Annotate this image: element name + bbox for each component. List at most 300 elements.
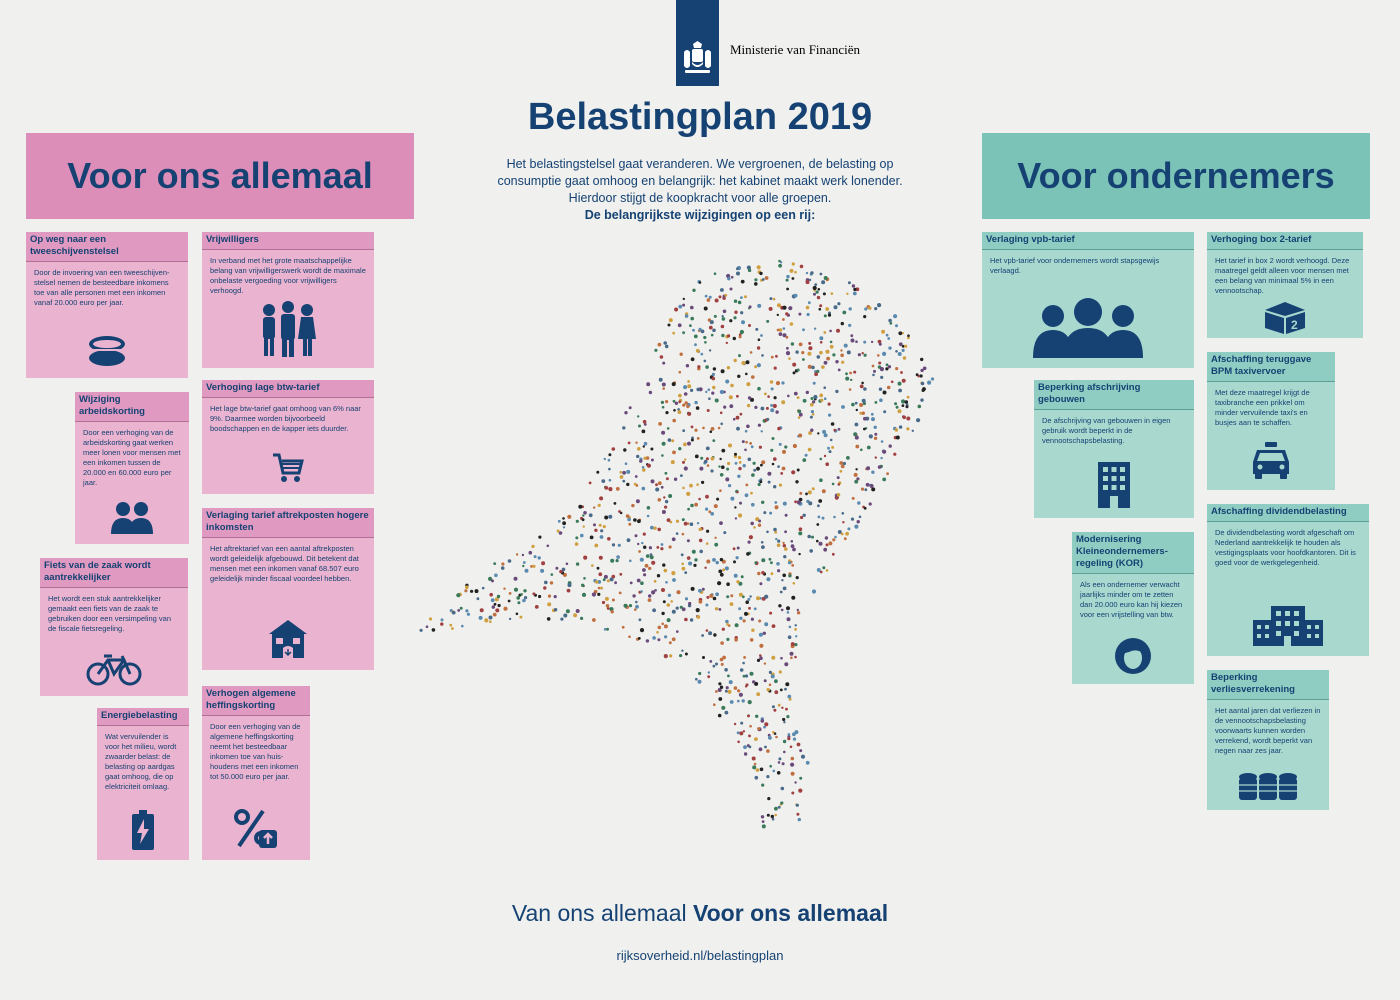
crowd-figure	[749, 305, 752, 308]
crowd-figure	[761, 571, 764, 574]
crowd-figure	[725, 620, 729, 624]
crowd-figure	[779, 443, 782, 446]
crowd-figure	[789, 626, 792, 629]
crowd-figure	[642, 468, 646, 472]
crowd-figure	[828, 414, 831, 417]
crowd-figure	[726, 686, 729, 689]
crowd-figure	[516, 613, 519, 616]
crowd-figure	[646, 382, 650, 386]
crowd-figure	[664, 654, 668, 658]
crowd-figure	[792, 732, 796, 736]
crowd-figure	[726, 468, 729, 471]
crowd-figure	[618, 544, 621, 547]
crowd-figure	[894, 402, 897, 405]
crowd-figure	[658, 343, 662, 347]
crowd-figure	[604, 486, 608, 490]
crowd-figure	[808, 448, 812, 452]
group-people-icon	[257, 300, 319, 358]
crowd-figure	[718, 427, 721, 430]
crowd-figure	[759, 644, 763, 648]
crowd-figure	[719, 489, 722, 492]
crowd-figure	[761, 545, 765, 549]
crowd-figure	[604, 516, 608, 520]
crowd-figure	[834, 305, 838, 309]
crowd-figure	[590, 536, 594, 540]
crowd-figure	[736, 267, 739, 270]
crowd-figure	[631, 504, 634, 507]
crowd-figure	[603, 525, 606, 528]
crowd-figure	[878, 362, 881, 365]
crowd-figure	[870, 484, 874, 488]
crowd-figure	[853, 292, 857, 296]
crowd-figure	[808, 342, 811, 345]
crowd-figure	[860, 449, 863, 452]
crowd-figure	[759, 656, 763, 660]
crowd-figure	[902, 416, 906, 420]
crowd-figure	[460, 607, 463, 610]
crowd-figure	[740, 722, 743, 725]
crowd-figure	[871, 341, 873, 343]
crowd-figure	[708, 671, 710, 673]
crowd-figure	[906, 405, 909, 408]
crowd-figure	[899, 342, 903, 346]
crowd-figure	[625, 462, 628, 465]
crowd-figure	[604, 458, 606, 460]
crowd-figure	[791, 540, 794, 543]
crowd-figure	[898, 331, 902, 335]
crowd-figure	[706, 542, 709, 545]
crowd-figure	[687, 412, 691, 416]
crowd-figure	[797, 743, 801, 747]
crowd-figure	[648, 567, 651, 570]
crowd-figure	[807, 352, 811, 356]
card-title: Energiebelasting	[97, 708, 189, 726]
crowd-figure	[748, 541, 751, 544]
crowd-figure	[638, 550, 641, 553]
crowd-figure	[737, 689, 740, 692]
crowd-figure	[797, 469, 800, 472]
crowd-figure	[580, 534, 584, 538]
crowd-figure	[684, 571, 687, 574]
crowd-figure	[720, 658, 724, 662]
crowd-figure	[647, 506, 651, 510]
crowd-figure	[783, 740, 786, 743]
crowd-figure	[750, 351, 753, 354]
crowd-figure	[672, 451, 676, 455]
crowd-figure	[786, 606, 790, 610]
crowd-figure	[674, 308, 678, 312]
crowd-figure	[627, 518, 631, 522]
crowd-figure	[790, 652, 794, 656]
crowd-figure	[667, 518, 671, 522]
crowd-figure	[842, 512, 845, 515]
government-logo	[676, 0, 719, 86]
crowd-figure	[817, 504, 820, 507]
crowd-figure	[529, 551, 533, 555]
crowd-figure	[702, 427, 705, 430]
crowd-figure	[916, 373, 919, 376]
crowd-figure	[501, 566, 505, 570]
crowd-figure	[874, 437, 877, 440]
crowd-figure	[761, 719, 765, 723]
crowd-figure	[794, 628, 797, 631]
crowd-figure	[898, 352, 902, 356]
crowd-figure	[741, 575, 744, 578]
crowd-figure	[596, 471, 599, 474]
crowd-figure	[465, 609, 468, 612]
crowd-figure	[754, 763, 757, 766]
crowd-figure	[608, 459, 611, 462]
crowd-figure	[780, 801, 783, 804]
crowd-figure	[812, 400, 815, 403]
crowd-figure	[743, 730, 745, 732]
crowd-figure	[687, 442, 691, 446]
crowd-figure	[720, 641, 724, 645]
crowd-figure	[883, 391, 887, 395]
crowd-figure	[756, 596, 760, 600]
crowd-figure	[489, 593, 493, 597]
crowd-figure	[449, 624, 452, 627]
crowd-figure	[646, 639, 649, 642]
crowd-figure	[727, 462, 730, 465]
crowd-figure	[719, 608, 722, 611]
crowd-figure	[622, 471, 626, 475]
battery-icon	[131, 810, 155, 850]
crowd-figure	[566, 563, 569, 566]
crowd-figure	[869, 502, 872, 505]
crowd-figure	[600, 587, 603, 590]
crowd-figure	[828, 541, 832, 545]
crowd-figure	[560, 618, 563, 621]
crowd-figure	[866, 466, 870, 470]
crowd-figure	[783, 327, 786, 330]
crowd-figure	[785, 312, 788, 315]
crowd-figure	[764, 622, 768, 626]
crowd-figure	[795, 624, 797, 626]
crowd-figure	[772, 818, 775, 821]
crowd-figure	[790, 322, 794, 326]
crest-icon	[682, 40, 713, 76]
crowd-figure	[632, 594, 635, 597]
crowd-figure	[743, 619, 746, 622]
crowd-figure	[843, 462, 846, 465]
crowd-figure	[759, 654, 762, 657]
crowd-figure	[786, 715, 789, 718]
crowd-figure	[727, 366, 730, 369]
crowd-figure	[769, 684, 772, 687]
crowd-figure	[578, 505, 582, 509]
crowd-figure	[573, 613, 577, 617]
crowd-figure	[738, 301, 742, 305]
crowd-figure	[761, 784, 764, 787]
crowd-figure	[767, 814, 770, 817]
crowd-figure	[758, 483, 761, 486]
card-title: Verlaging tarief aftrekposten hogere inkomsten	[202, 508, 374, 538]
crowd-figure	[702, 588, 705, 591]
crowd-figure	[491, 598, 495, 602]
crowd-figure	[748, 324, 751, 327]
crowd-figure	[700, 457, 703, 460]
crowd-figure	[817, 432, 819, 434]
crowd-figure	[720, 412, 723, 415]
crowd-figure	[733, 418, 736, 421]
crowd-figure	[567, 515, 571, 519]
crowd-figure	[777, 427, 781, 431]
crowd-figure	[713, 633, 716, 636]
crowd-figure	[509, 618, 511, 620]
crowd-figure	[808, 346, 812, 350]
crowd-figure	[844, 344, 848, 348]
crowd-figure	[696, 349, 700, 353]
crowd-figure	[821, 280, 825, 284]
crowd-figure	[452, 611, 456, 615]
crowd-figure	[893, 453, 896, 456]
crowd-figure	[808, 365, 812, 369]
crowd-figure	[882, 450, 886, 454]
card-text: De afschrijving van gebouwen in eigen gebruik wordt beperkt in de vennootschapsbelasting.	[1042, 416, 1171, 445]
crowd-figure	[784, 688, 787, 691]
crowd-figure	[744, 295, 747, 298]
crowd-figure	[719, 521, 723, 525]
card-aftrekposten	[202, 508, 374, 670]
crowd-figure	[850, 379, 852, 381]
crowd-figure	[643, 573, 646, 576]
crowd-figure	[760, 464, 763, 467]
crowd-figure	[626, 483, 629, 486]
crowd-figure	[817, 568, 821, 572]
crowd-figure	[855, 468, 857, 470]
crowd-figure	[514, 577, 518, 581]
crowd-figure	[797, 500, 801, 504]
crowd-figure	[830, 439, 833, 442]
crowd-figure	[767, 688, 770, 691]
crowd-figure	[765, 276, 769, 280]
crowd-figure	[777, 329, 780, 332]
crowd-figure	[840, 470, 843, 473]
card-title: Verhoging lage btw-tarief	[202, 380, 374, 398]
crowd-figure	[795, 635, 797, 637]
crowd-figure	[821, 365, 825, 369]
crowd-figure	[785, 682, 789, 686]
crowd-figure	[795, 480, 798, 483]
crowd-figure	[889, 322, 892, 325]
crowd-figure	[721, 465, 725, 469]
crowd-figure	[652, 636, 656, 640]
crowd-figure	[800, 265, 804, 269]
crowd-figure	[725, 477, 729, 481]
crowd-figure	[770, 561, 773, 564]
crowd-figure	[794, 781, 796, 783]
crowd-figure	[782, 467, 786, 471]
crowd-figure	[837, 493, 841, 497]
crowd-figure	[715, 299, 719, 303]
card-title: Verhoging box 2-tarief	[1207, 232, 1363, 250]
crowd-figure	[854, 473, 858, 477]
crowd-figure	[798, 416, 801, 419]
crowd-figure	[599, 556, 603, 560]
crowd-figure	[642, 568, 646, 572]
crowd-figure	[709, 660, 712, 663]
crowd-figure	[874, 307, 877, 310]
crowd-figure	[696, 406, 700, 410]
crowd-figure	[770, 404, 773, 407]
crowd-figure	[685, 401, 688, 404]
crowd-figure	[871, 417, 875, 421]
card-title: Verlaging vpb-tarief	[982, 232, 1194, 250]
crowd-figure	[796, 804, 799, 807]
crowd-figure	[706, 447, 710, 451]
crowd-figure	[623, 448, 626, 451]
crowd-figure	[681, 650, 683, 652]
crowd-figure	[665, 581, 668, 584]
crowd-figure	[777, 465, 780, 468]
crowd-figure	[805, 493, 808, 496]
crowd-figure	[674, 478, 677, 481]
crowd-figure	[475, 589, 479, 593]
crowd-figure	[783, 502, 787, 506]
crowd-figure	[766, 531, 769, 534]
crowd-figure	[809, 279, 811, 281]
crowd-figure	[715, 663, 718, 666]
crowd-figure	[568, 583, 572, 587]
crowd-figure	[682, 461, 685, 464]
crowd-figure	[779, 332, 783, 336]
card-verliesverrekening	[1207, 670, 1329, 810]
crowd-figure	[736, 395, 739, 398]
crowd-figure	[835, 360, 838, 363]
crowd-figure	[489, 620, 492, 623]
crowd-figure	[725, 690, 728, 693]
crowd-figure	[562, 521, 566, 525]
crowd-figure	[852, 284, 855, 287]
crowd-figure	[661, 612, 664, 615]
crowd-figure	[772, 463, 775, 466]
crowd-figure	[752, 757, 756, 761]
crowd-figure	[712, 439, 715, 442]
crowd-figure	[786, 351, 790, 355]
crowd-figure	[841, 361, 844, 364]
crowd-figure	[864, 307, 867, 310]
crowd-figure	[813, 395, 817, 399]
crowd-figure	[852, 497, 855, 500]
crowd-figure	[646, 554, 650, 558]
crowd-figure	[727, 277, 730, 280]
crowd-figure	[683, 385, 687, 389]
crowd-figure	[522, 599, 526, 603]
crowd-figure	[628, 635, 631, 638]
crowd-figure	[778, 260, 781, 263]
crowd-figure	[676, 590, 680, 594]
crowd-figure	[791, 470, 795, 474]
crowd-figure	[509, 592, 512, 595]
crowd-figure	[754, 278, 757, 281]
crowd-figure	[864, 507, 867, 510]
crowd-figure	[749, 595, 751, 597]
crowd-figure	[567, 589, 571, 593]
crowd-figure	[761, 541, 764, 544]
crowd-figure	[811, 410, 814, 413]
crowd-figure	[845, 532, 849, 536]
crowd-figure	[773, 709, 776, 712]
crowd-figure	[660, 355, 664, 359]
crowd-figure	[810, 416, 813, 419]
crowd-figure	[881, 440, 884, 443]
crowd-figure	[557, 530, 560, 533]
crowd-figure	[846, 456, 850, 460]
crowd-figure	[576, 562, 579, 565]
crowd-figure	[593, 506, 595, 508]
crowd-figure	[862, 352, 864, 354]
card-vrijwilligers	[202, 232, 374, 368]
crowd-figure	[562, 517, 565, 520]
crowd-figure	[758, 620, 761, 623]
crowd-figure	[688, 562, 692, 566]
card-text: Door een verhoging van de arbeidskorting gaat werken meer lonen voor mensen met een inkomen tussen de 20.000 en 60.000 euro per jaar.	[83, 428, 181, 487]
crowd-figure	[752, 765, 756, 769]
crowd-figure	[494, 603, 497, 606]
crowd-figure	[739, 461, 742, 464]
crowd-figure	[766, 577, 770, 581]
crowd-figure	[541, 561, 545, 565]
crowd-figure	[786, 279, 789, 282]
crowd-figure	[679, 371, 682, 374]
crowd-figure	[831, 446, 834, 449]
crowd-figure	[580, 617, 583, 620]
crowd-figure	[799, 749, 802, 752]
crowd-figure	[721, 663, 724, 666]
crowd-figure	[495, 608, 499, 612]
crowd-figure	[522, 554, 524, 556]
crowd-figure	[751, 473, 755, 477]
crowd-figure	[863, 387, 867, 391]
footer-url[interactable]: rijksoverheid.nl/belastingplan	[616, 948, 784, 963]
crowd-figure	[477, 597, 480, 600]
crowd-figure	[638, 425, 641, 428]
crowd-figure	[759, 633, 763, 637]
card-energiebelasting	[97, 708, 189, 860]
crowd-figure	[645, 564, 649, 568]
crowd-figure	[743, 464, 746, 467]
crowd-figure	[764, 595, 768, 599]
crowd-figure	[697, 365, 700, 368]
crowd-figure	[543, 586, 546, 589]
crowd-figure	[842, 311, 846, 315]
crowd-figure	[712, 329, 716, 333]
crowd-figure	[522, 565, 524, 567]
crowd-figure	[508, 559, 512, 563]
crowd-figure	[819, 394, 823, 398]
crowd-figure	[849, 307, 852, 310]
crowd-figure	[761, 407, 765, 411]
crowd-figure	[818, 516, 821, 519]
percent-up-icon	[233, 808, 279, 850]
crowd-figure	[620, 471, 623, 474]
crowd-figure	[785, 514, 788, 517]
bicycle-icon	[86, 652, 142, 686]
crowd-figure	[770, 408, 774, 412]
crowd-figure	[792, 277, 795, 280]
crowd-figure	[768, 481, 771, 484]
crowd-figure	[793, 738, 796, 741]
crowd-figure	[748, 700, 752, 704]
crowd-figure	[705, 391, 707, 393]
crowd-figure	[593, 523, 596, 526]
crowd-figure	[757, 363, 761, 367]
crowd-figure	[554, 608, 557, 611]
crowd-figure	[844, 537, 847, 540]
crowd-figure	[771, 656, 775, 660]
crowd-figure	[740, 668, 744, 672]
